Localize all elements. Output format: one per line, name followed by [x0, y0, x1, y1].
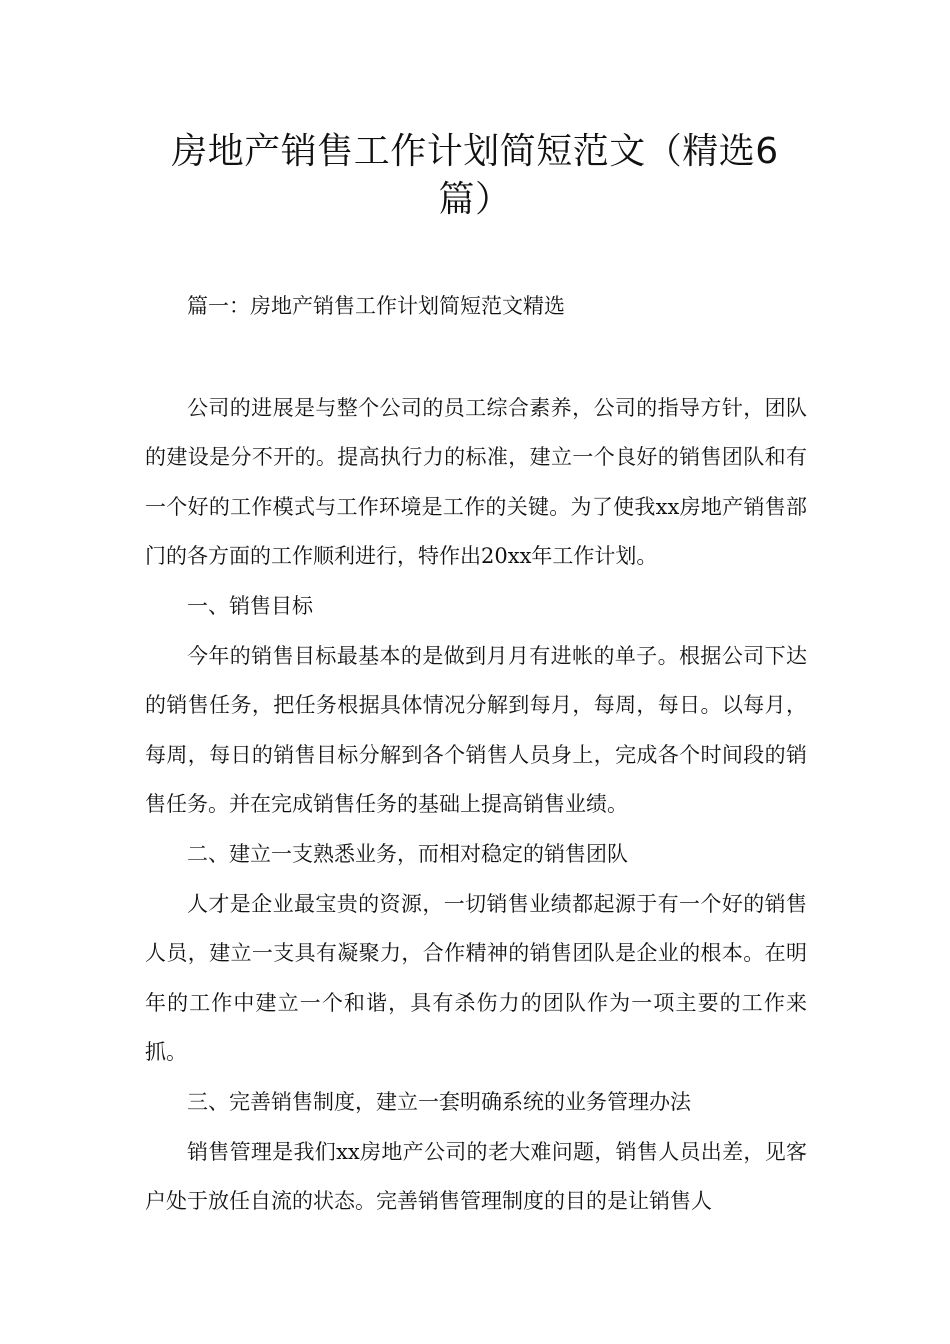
heading-sales-target: 一、销售目标 — [187, 593, 313, 618]
paragraph-sales-system: 销售管理是我们xx房地产公司的老大难问题，销售人员出差，见客户处于放任自流的状态。完善销售管理制度的目的是让销售人 — [145, 1139, 807, 1214]
document-body — [145, 282, 807, 1227]
paragraph-intro: 公司的进展是与整个公司的员工综合素养，公司的指导方针，团队的建设是分不开的。提高执行力的标准，建立一个良好的销售团队和有一个好的工作模式与工作环境是工作的关键。为了使我xx房地产销售部门的各方面的工作顺利进行，特作出20xx年工作计划。 — [145, 395, 807, 569]
paragraph-sales-team: 人才是企业最宝贵的资源，一切销售业绩都起源于有一个好的销售人员，建立一支具有凝聚力，合作精神的销售团队是企业的根本。在明年的工作中建立一个和谐，具有杀伤力的团队作为一项主要的工作来抓。 — [145, 891, 807, 1065]
paragraph-sales-target: 今年的销售目标最基本的是做到月月有进帐的单子。根据公司下达的销售任务，把任务根据具体情况分解到每月，每周，每日。以每月，每周，每日的销售目标分解到各个销售人员身上，完成各个时间段的销售任务。并在完成销售任务的基础上提高销售业绩。 — [145, 643, 807, 817]
heading-sales-team: 二、建立一支熟悉业务，而相对稳定的销售团队 — [187, 841, 628, 866]
heading-sales-system: 三、完善销售制度，建立一套明确系统的业务管理办法 — [187, 1089, 691, 1114]
document-title: 房地产销售工作计划简短范文（精选6篇） — [171, 131, 779, 220]
section-title: 篇一：房地产销售工作计划简短范文精选 — [187, 294, 565, 318]
